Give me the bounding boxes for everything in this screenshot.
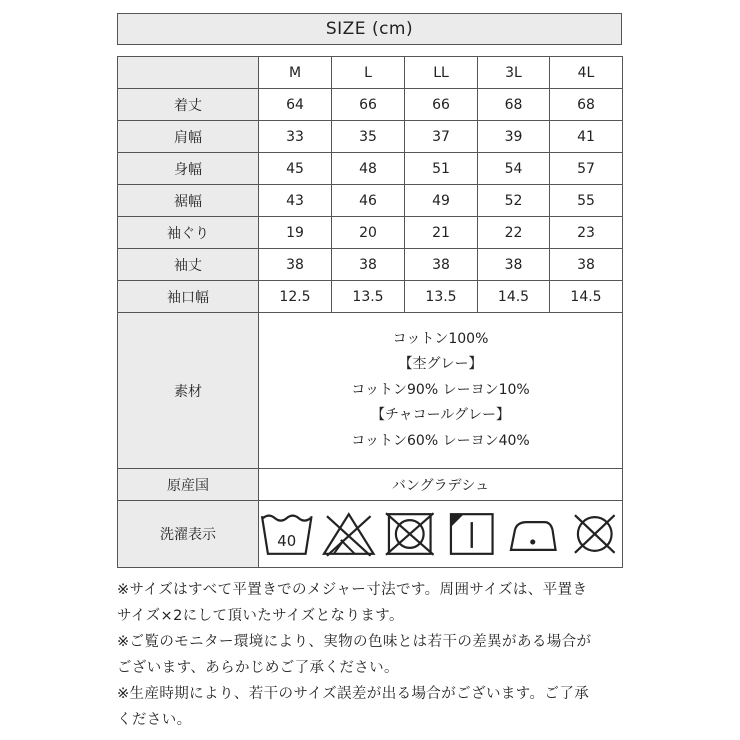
no-dry-clean-icon: [567, 510, 623, 558]
table-cell: 54: [478, 153, 550, 185]
table-cell: 13.5: [332, 281, 405, 313]
table-row: [118, 121, 623, 153]
size-table: [117, 56, 623, 568]
row-label: 肩幅: [118, 121, 259, 153]
size-notes: [117, 577, 629, 733]
note-line: ございます、あらかじめご了承ください。: [117, 660, 399, 676]
table-cell: 52: [478, 185, 550, 217]
origin-value: バングラデシュ: [259, 469, 623, 501]
origin-row: [118, 469, 623, 501]
note-line: ください。: [117, 712, 192, 728]
table-row: [118, 153, 623, 185]
table-row: [118, 281, 623, 313]
table-cell: 38: [478, 249, 550, 281]
table-cell: 41: [550, 121, 623, 153]
table-row: [118, 249, 623, 281]
row-label: 着丈: [118, 89, 259, 121]
table-cell: 14.5: [478, 281, 550, 313]
table-cell: 68: [550, 89, 623, 121]
table-cell: 38: [405, 249, 478, 281]
no-tumble-dry-icon: [382, 510, 438, 558]
table-cell: 66: [405, 89, 478, 121]
row-label: 袖ぐり: [118, 217, 259, 249]
material-label: 素材: [118, 313, 259, 469]
care-label: 洗濯表示: [118, 501, 259, 568]
no-bleach-icon: [321, 510, 377, 558]
row-label: 身幅: [118, 153, 259, 185]
material-line: 【チャコールグレー】: [370, 407, 511, 424]
table-cell: 46: [332, 185, 405, 217]
table-cell: 21: [405, 217, 478, 249]
size-table-title: [117, 13, 622, 45]
table-cell: 45: [259, 153, 332, 185]
table-cell: 37: [405, 121, 478, 153]
table-cell: 57: [550, 153, 623, 185]
care-icons-cell: [259, 501, 623, 568]
table-cell: 33: [259, 121, 332, 153]
table-cell: 12.5: [259, 281, 332, 313]
table-row: [118, 89, 623, 121]
table-cell: 49: [405, 185, 478, 217]
table-cell: 38: [332, 249, 405, 281]
size-header-m: M: [259, 57, 332, 89]
row-label: 裾幅: [118, 185, 259, 217]
size-header-row: [118, 57, 623, 89]
note-line: ※生産時期により、若干のサイズ誤差が出る場合がございます。ご了承: [117, 686, 590, 702]
material-line: コットン60% レーヨン40%: [351, 432, 530, 449]
table-cell: 64: [259, 89, 332, 121]
table-cell: 48: [332, 153, 405, 185]
header-corner-cell: [118, 57, 259, 89]
note-line: ※ご覧のモニター環境により、実物の色味とは若干の差異がある場合が: [117, 634, 592, 650]
table-cell: 39: [478, 121, 550, 153]
care-row: [118, 501, 623, 568]
table-cell: 13.5: [405, 281, 478, 313]
material-cell: [259, 313, 623, 469]
size-header-4l: 4L: [550, 57, 623, 89]
note-line: ※サイズはすべて平置きでのメジャー寸法です。周囲サイズは、平置き: [117, 582, 588, 598]
table-cell: 23: [550, 217, 623, 249]
table-cell: 14.5: [550, 281, 623, 313]
line-dry-shade-icon: [444, 510, 500, 558]
wash-temp-label: 40: [277, 531, 297, 550]
wash-40-icon: [259, 510, 315, 558]
material-line: コットン100%: [392, 330, 489, 347]
table-row: [118, 185, 623, 217]
table-cell: 51: [405, 153, 478, 185]
size-header-ll: LL: [405, 57, 478, 89]
origin-label: 原産国: [118, 469, 259, 501]
size-header-l: L: [332, 57, 405, 89]
table-cell: 22: [478, 217, 550, 249]
table-cell: 43: [259, 185, 332, 217]
table-cell: 35: [332, 121, 405, 153]
material-row: [118, 313, 623, 469]
size-header-3l: 3L: [478, 57, 550, 89]
material-line: 【杢グレー】: [398, 356, 483, 373]
table-row: [118, 217, 623, 249]
material-line: コットン90% レーヨン10%: [351, 381, 530, 398]
row-label: 袖口幅: [118, 281, 259, 313]
table-cell: 19: [259, 217, 332, 249]
table-cell: 68: [478, 89, 550, 121]
table-cell: 20: [332, 217, 405, 249]
table-cell: 38: [550, 249, 623, 281]
table-cell: 55: [550, 185, 623, 217]
table-cell: 66: [332, 89, 405, 121]
table-cell: 38: [259, 249, 332, 281]
note-line: サイズ×2にして頂いたサイズとなります。: [117, 608, 404, 624]
row-label: 袖丈: [118, 249, 259, 281]
iron-low-icon: [505, 510, 561, 558]
title-text: SIZE (cm): [325, 19, 414, 39]
